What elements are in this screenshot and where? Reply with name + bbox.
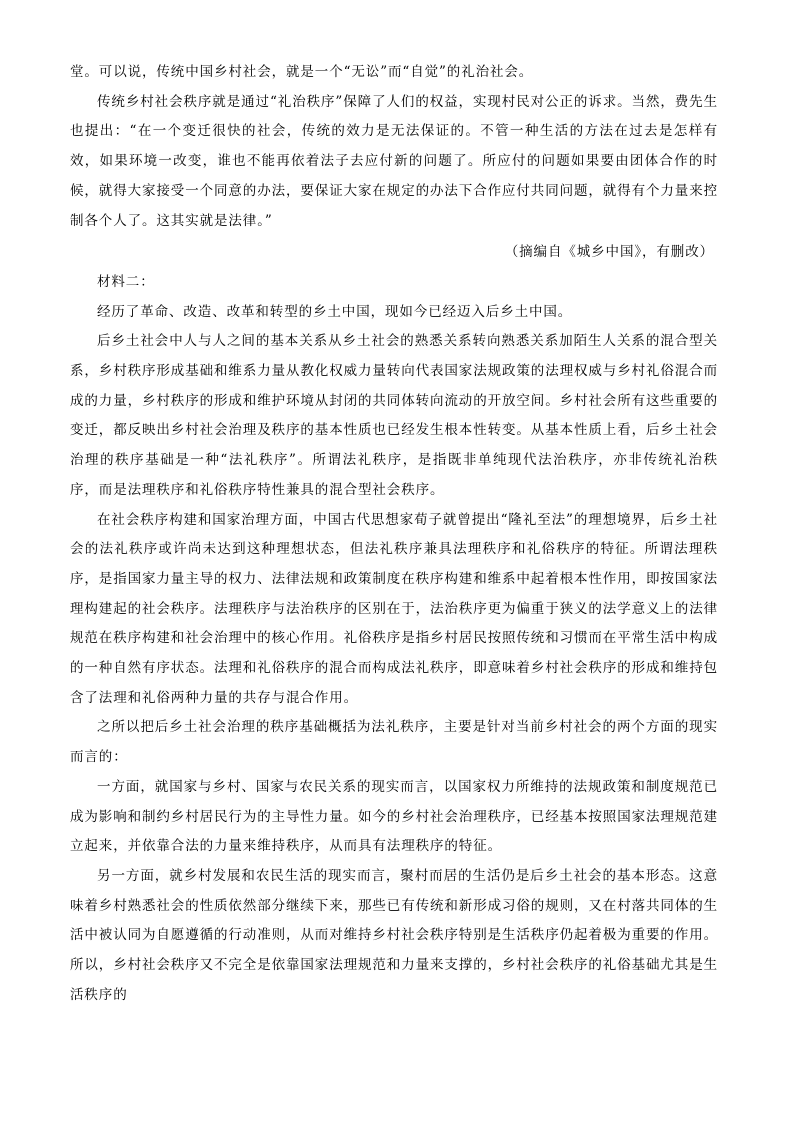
paragraph-other-aspect: 另一方面，就乡村发展和农民生活的现实而言，聚村而居的生活仍是后乡土社会的基本形态。这意味着乡村熟悉社会的性质依然部分继续下来，那些已有传统和新形成习俗的规则，又在村落共同体的生活中被认同为自愿遵循的行动准则，从而对维持乡村社会秩序特别是生活秩序仍起着极为重要的作用。所以，乡村社会秩序又不完全是依靠国家法理规范和力量来支撑的，乡村社会秩序的礼俗基础尤其是生活秩序的	[70, 867, 718, 1003]
paragraph-post-rural: 经历了革命、改造、改革和转型的乡土中国，现如今已经迈入后乡土中国。	[97, 303, 573, 320]
material-heading: 材料二：	[97, 273, 155, 290]
paragraph-one-aspect: 一方面，就国家与乡村、国家与农民关系的现实而言，以国家权力所维持的法规政策和制度规范已成为影响和制约乡村居民行为的主导性力量。如今的乡村社会治理秩序，已经基本按照国家法理规范建立起来，并依靠合法的力量来维持秩序，从而具有法理秩序的特征。	[70, 778, 718, 855]
paragraph-reasons: 之所以把后乡土社会治理的秩序基础概括为法礼秩序，主要是针对当前乡村社会的两个方面的现实而言的：	[70, 719, 718, 766]
paragraph-basic-relations: 后乡土社会中人与人之间的基本关系从乡土社会的熟悉关系转向熟悉关系加陌生人关系的混合型关系，乡村秩序形成基础和维系力量从教化权威力量转向代表国家法规政策的法理权威与乡村礼俗混合而成的力量，乡村秩序的形成和维护环境从封闭的共同体转向流动的开放空间。乡村社会所有这些重要的变迁，都反映出乡村社会治理及秩序的基本性质也已经发生根本性转变。从基本性质上看，后乡土社会治理的秩序基础是一种“法礼秩序”。所谓法礼秩序，是指既非单纯现代法治秩序，亦非传统礼治秩序，而是法理秩序和礼俗秩序特性兼具的混合型社会秩序。	[70, 333, 718, 498]
paragraph-continuation: 堂。可以说，传统中国乡村社会，就是一个“无讼”而“自觉”的礼治社会。	[70, 64, 534, 80]
document-page	[70, 58, 718, 1011]
paragraph-governance: 在社会秩序构建和国家治理方面，中国古代思想家荀子就曾提出“隆礼至法”的理想境界，后乡土社会的法礼秩序或许尚未达到这种理想状态，但法礼秩序兼具法理秩序和礼俗秩序的特征。所谓法理秩序，是指国家力量主导的权力、法律法规和政策制度在秩序构建和维系中起着根本性作用，即按国家法理构建起的社会秩序。法理秩序与法治秩序的区别在于，法治秩序更为偏重于狭义的法学意义上的法律规范在秩序构建和社会治理中的核心作用。礼俗秩序是指乡村居民按照传统和习惯而在平常生活中构成的一种自然有序状态。法理和礼俗秩序的混合而构成法礼秩序，即意味着乡村社会秩序的形成和维持包含了法理和礼俗两种力量的共存与混合作用。	[70, 511, 718, 706]
source-citation: （摘编自《城乡中国》，有删改）	[504, 244, 714, 261]
paragraph-social-order: 传统乡村社会秩序就是通过“礼治秩序”保障了人们的权益，实现村民对公正的诉求。当然，费先生也提出：“在一个变迁很快的社会，传统的效力是无法保证的。不管一种生活的方法在过去是怎样有效，如果环境一改变，谁也不能再依着法子去应付新的问题了。所应付的问题如果要由团体合作的时候，就得大家接受一个同意的办法，要保证大家在规定的办法下合作应付共同问题，就得有个力量来控制各个人了。这其实就是法律。”	[70, 93, 718, 229]
